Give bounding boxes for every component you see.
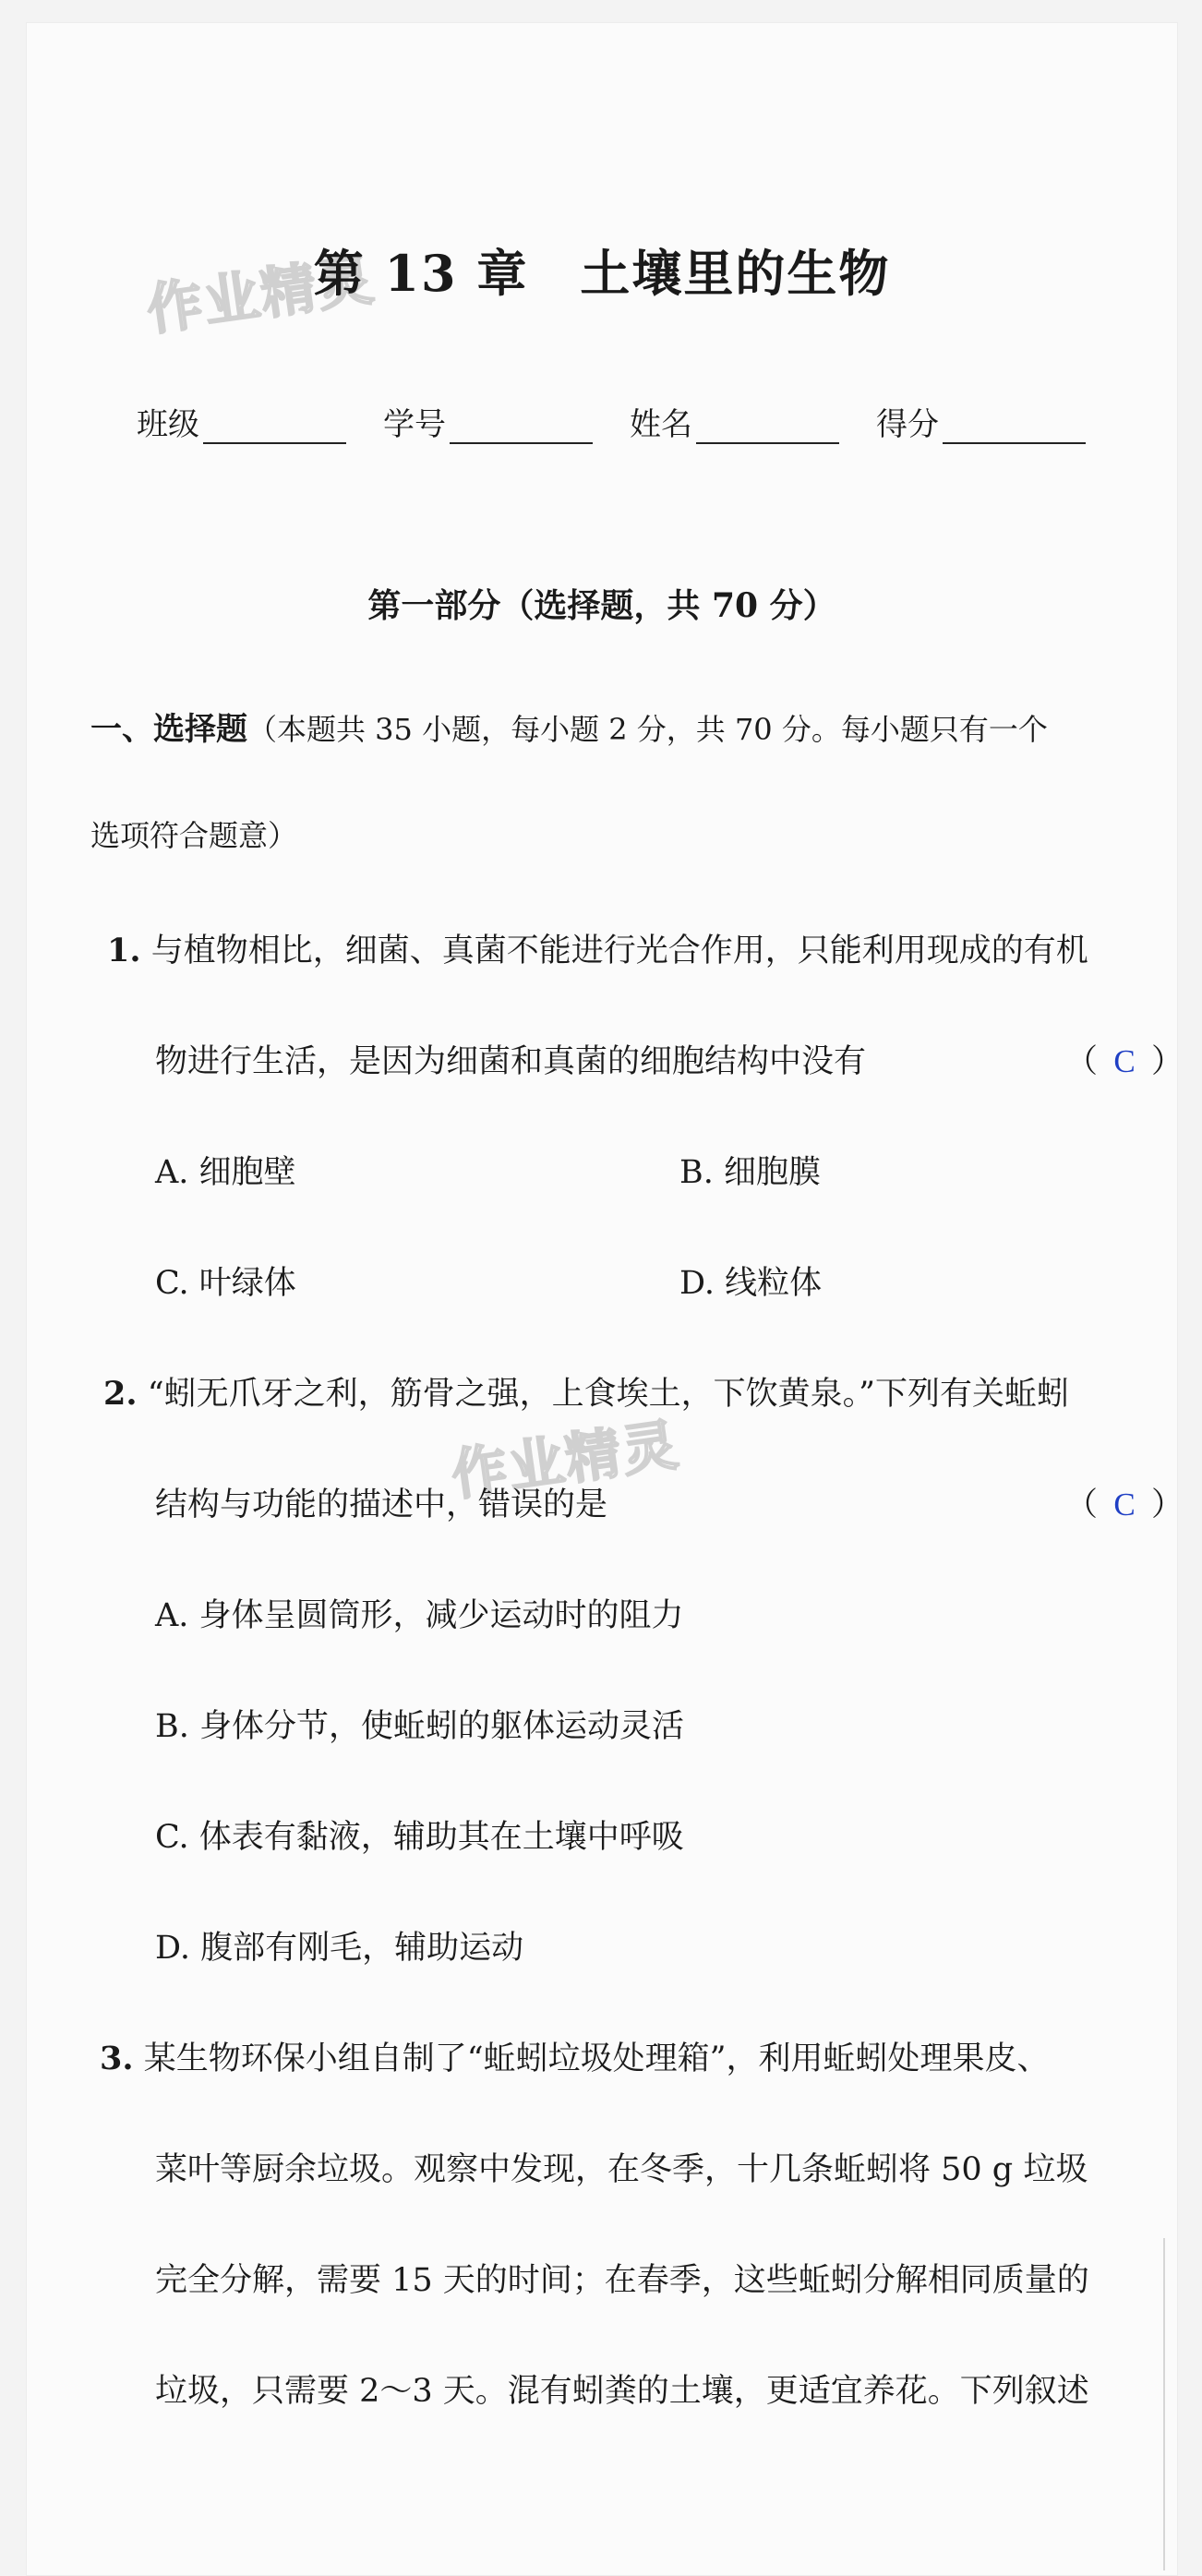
question-1-line2: 物进行生活，是因为细菌和真菌的细胞结构中没有: [155, 1043, 867, 1080]
student-id-blank[interactable]: [450, 411, 593, 444]
watermark-middle: 作业精灵: [448, 1413, 684, 1509]
section-desc-line1: （本题共 35 小题，每小题 2 分，共 70 分。每小题只有一个: [247, 712, 1048, 747]
question-3-text: 某生物环保小组自制了“蚯蚓垃圾处理箱”，利用蚯蚓处理果皮、: [143, 2040, 1050, 2077]
question-1-option-d[interactable]: D. 线粒体: [679, 1265, 823, 1302]
question-3-line3: 完全分解，需要 15 天的时间；在春季，这些蚯蚓分解相同质量的: [155, 2262, 1089, 2299]
section-heading: [90, 704, 1152, 749]
question-2-answer: [1065, 1479, 1184, 1525]
paren-close: ）: [1151, 1043, 1184, 1080]
question-2-option-a[interactable]: A. 身体呈圆筒形，减少运动时的阻力: [155, 1597, 684, 1634]
question-3-line2: 菜叶等厨余垃圾。观察中发现，在冬季，十几条蚯蚓将 50 g 垃圾: [155, 2151, 1088, 2188]
section-heading-label: 一、选择题: [90, 711, 247, 748]
class-field: [137, 399, 346, 444]
question-3-number: 3.: [100, 2040, 134, 2077]
score-label: 得分: [876, 406, 939, 443]
student-id-label: 学号: [383, 406, 446, 443]
chapter-title: [26, 235, 1178, 306]
question-2-option-b[interactable]: B. 身体分节，使蚯蚓的躯体运动灵活: [155, 1708, 684, 1745]
paren-open: （: [1065, 1487, 1099, 1523]
question-1-number: 1.: [107, 932, 141, 969]
question-1-option-c[interactable]: C. 叶绿体: [155, 1265, 296, 1302]
student-info-row: [137, 399, 1152, 444]
question-2-line2: 结构与功能的描述中，错误的是: [155, 1487, 608, 1523]
question-3-line1: [100, 2033, 1049, 2079]
name-field: [630, 399, 839, 444]
question-2-option-c[interactable]: C. 体表有黏液，辅助其在土壤中呼吸: [155, 1819, 684, 1856]
page-edge-line: [1163, 2238, 1165, 2570]
question-1-option-a[interactable]: A. 细胞壁: [155, 1154, 296, 1191]
class-blank[interactable]: [203, 411, 346, 444]
score-blank[interactable]: [943, 411, 1086, 444]
question-1-option-b[interactable]: B. 细胞膜: [679, 1154, 821, 1191]
watermark-top: 作业精灵: [143, 247, 379, 343]
question-1-answer: [1065, 1036, 1184, 1082]
part-title: 第一部分（选择题，共 70 分）: [367, 586, 836, 625]
question-2-text: “蚓无爪牙之利，筋骨之强，上食埃土，下饮黄泉。”下列有关蚯蚓: [147, 1376, 1069, 1413]
chapter-number: 第 13 章: [313, 244, 529, 303]
paren-close: ）: [1151, 1487, 1184, 1523]
score-field: [876, 399, 1086, 444]
answer-letter: C: [1113, 1487, 1136, 1523]
question-2-number: 2.: [103, 1375, 138, 1413]
student-id-field: [383, 399, 593, 444]
section-desc-line2: 选项符合题意）: [90, 818, 298, 853]
name-blank[interactable]: [696, 411, 839, 444]
name-label: 姓名: [630, 406, 692, 443]
question-1-line1: [107, 925, 1088, 971]
question-3-line4: 垃圾，只需要 2～3 天。混有蚓粪的土壤，更适宜养花。下列叙述: [155, 2373, 1089, 2410]
chapter-name: 土壤里的生物: [580, 244, 891, 303]
question-2-option-d[interactable]: D. 腹部有刚毛，辅助运动: [155, 1930, 524, 1967]
answer-letter: C: [1113, 1043, 1136, 1079]
question-1-text: 与植物相比，细菌、真菌不能进行光合作用，只能利用现成的有机: [150, 933, 1088, 969]
paren-open: （: [1065, 1043, 1099, 1080]
class-label: 班级: [137, 406, 199, 443]
question-2-line1: [103, 1368, 1069, 1414]
worksheet-page: [26, 22, 1184, 2576]
